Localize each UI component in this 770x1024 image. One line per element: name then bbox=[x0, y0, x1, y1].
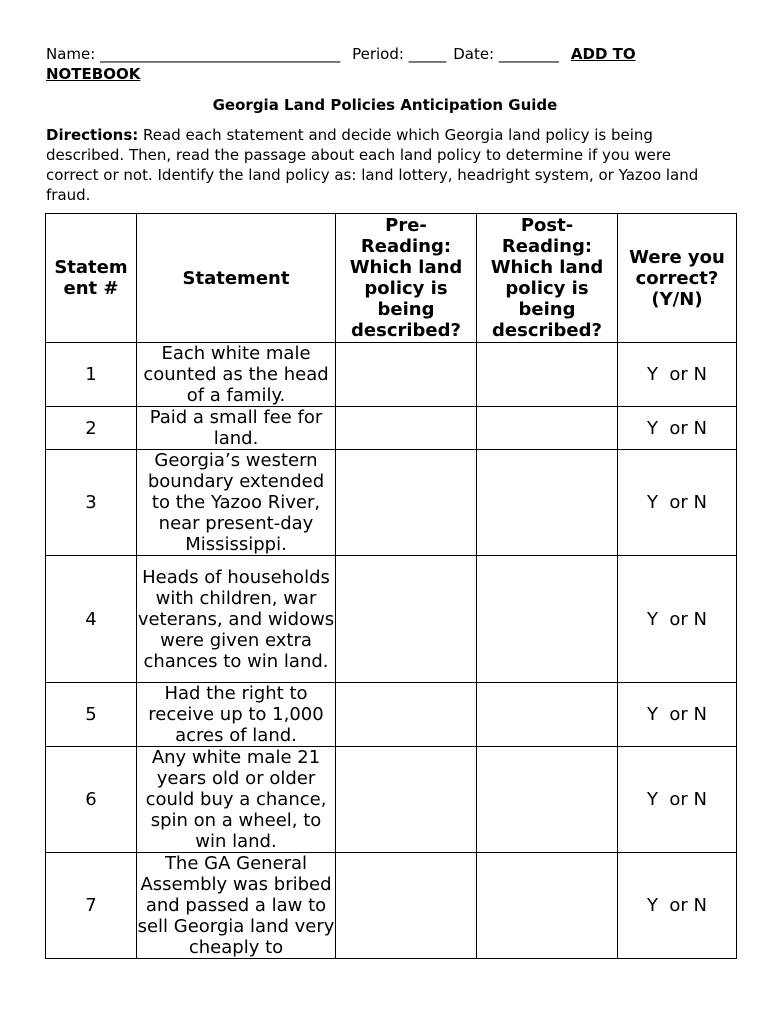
y-or-n-cell[interactable]: Y or N bbox=[618, 853, 737, 959]
page-title: Georgia Land Policies Anticipation Guide bbox=[212, 96, 558, 114]
name-label: Name: bbox=[46, 45, 96, 63]
table-row bbox=[46, 747, 737, 853]
header-statement: Statement bbox=[137, 214, 336, 343]
row-statement: Each white male counted as the head of a family. bbox=[137, 343, 336, 407]
pre-reading-cell[interactable] bbox=[336, 683, 477, 747]
header-pre-reading: Pre-Reading: Which land policy is being described? bbox=[336, 214, 477, 343]
header-post-reading: Post-Reading: Which land policy is being described? bbox=[477, 214, 618, 343]
pre-reading-cell[interactable] bbox=[336, 747, 477, 853]
table-row bbox=[46, 556, 737, 683]
post-reading-cell[interactable] bbox=[477, 450, 618, 556]
directions-label: Directions: bbox=[46, 126, 139, 144]
y-or-n-cell[interactable]: Y or N bbox=[618, 556, 737, 683]
y-or-n-cell[interactable]: Y or N bbox=[618, 747, 737, 853]
date-blank: ________ bbox=[498, 45, 559, 63]
directions bbox=[46, 125, 726, 205]
pre-reading-cell[interactable] bbox=[336, 450, 477, 556]
anticipation-table bbox=[45, 213, 737, 959]
post-reading-cell[interactable] bbox=[477, 343, 618, 407]
header-were-you-correct: Were you correct? (Y/N) bbox=[618, 214, 737, 343]
row-number: 7 bbox=[46, 853, 137, 959]
y-or-n-cell[interactable]: Y or N bbox=[618, 450, 737, 556]
add-to-label: ADD TO bbox=[570, 45, 636, 63]
row-number: 2 bbox=[46, 407, 137, 450]
table-row bbox=[46, 450, 737, 556]
row-statement: Had the right to receive up to 1,000 acres of land. bbox=[137, 683, 336, 747]
y-or-n-cell[interactable]: Y or N bbox=[618, 343, 737, 407]
row-number: 1 bbox=[46, 343, 137, 407]
period-label: Period: bbox=[352, 45, 404, 63]
notebook-label: NOTEBOOK bbox=[46, 65, 141, 83]
post-reading-cell[interactable] bbox=[477, 407, 618, 450]
row-statement: The GA General Assembly was bribed and passed a law to sell Georgia land very cheaply to bbox=[137, 853, 335, 958]
pre-reading-cell[interactable] bbox=[336, 556, 477, 683]
row-number: 5 bbox=[46, 683, 137, 747]
row-statement: Paid a small fee for land. bbox=[137, 407, 336, 450]
header-statement-num: Statem ent # bbox=[46, 214, 137, 343]
post-reading-cell[interactable] bbox=[477, 747, 618, 853]
table-row bbox=[46, 407, 737, 450]
table-row bbox=[46, 853, 737, 959]
table-row bbox=[46, 343, 737, 407]
directions-text: Read each statement and decide which Georgia land policy is being described. Then, read the passage about each land policy to determine if you were correct or not. Identify the land policy as: land lottery, headright system, or Yazoo land fraud. bbox=[46, 126, 699, 204]
row-number: 3 bbox=[46, 450, 137, 556]
pre-reading-cell[interactable] bbox=[336, 407, 477, 450]
row-number: 6 bbox=[46, 747, 137, 853]
date-label: Date: bbox=[453, 45, 495, 63]
header-row bbox=[46, 214, 737, 343]
row-statement: Georgia’s western boundary extended to the Yazoo River, near present-day Mississippi. bbox=[137, 450, 336, 556]
post-reading-cell[interactable] bbox=[477, 853, 618, 959]
y-or-n-cell[interactable]: Y or N bbox=[618, 683, 737, 747]
row-statement: Heads of households with children, war veterans, and widows were given extra chances to win land. bbox=[137, 556, 336, 683]
pre-reading-cell[interactable] bbox=[336, 853, 477, 959]
row-number: 4 bbox=[46, 556, 137, 683]
name-blank: ________________________________ bbox=[100, 45, 341, 63]
period-blank: _____ bbox=[408, 45, 447, 63]
table-row bbox=[46, 683, 737, 747]
post-reading-cell[interactable] bbox=[477, 556, 618, 683]
pre-reading-cell[interactable] bbox=[336, 343, 477, 407]
y-or-n-cell[interactable]: Y or N bbox=[618, 407, 737, 450]
row-statement: Any white male 21 years old or older could buy a chance, spin on a wheel, to win land. bbox=[137, 747, 336, 853]
header-line bbox=[46, 44, 746, 84]
post-reading-cell[interactable] bbox=[477, 683, 618, 747]
